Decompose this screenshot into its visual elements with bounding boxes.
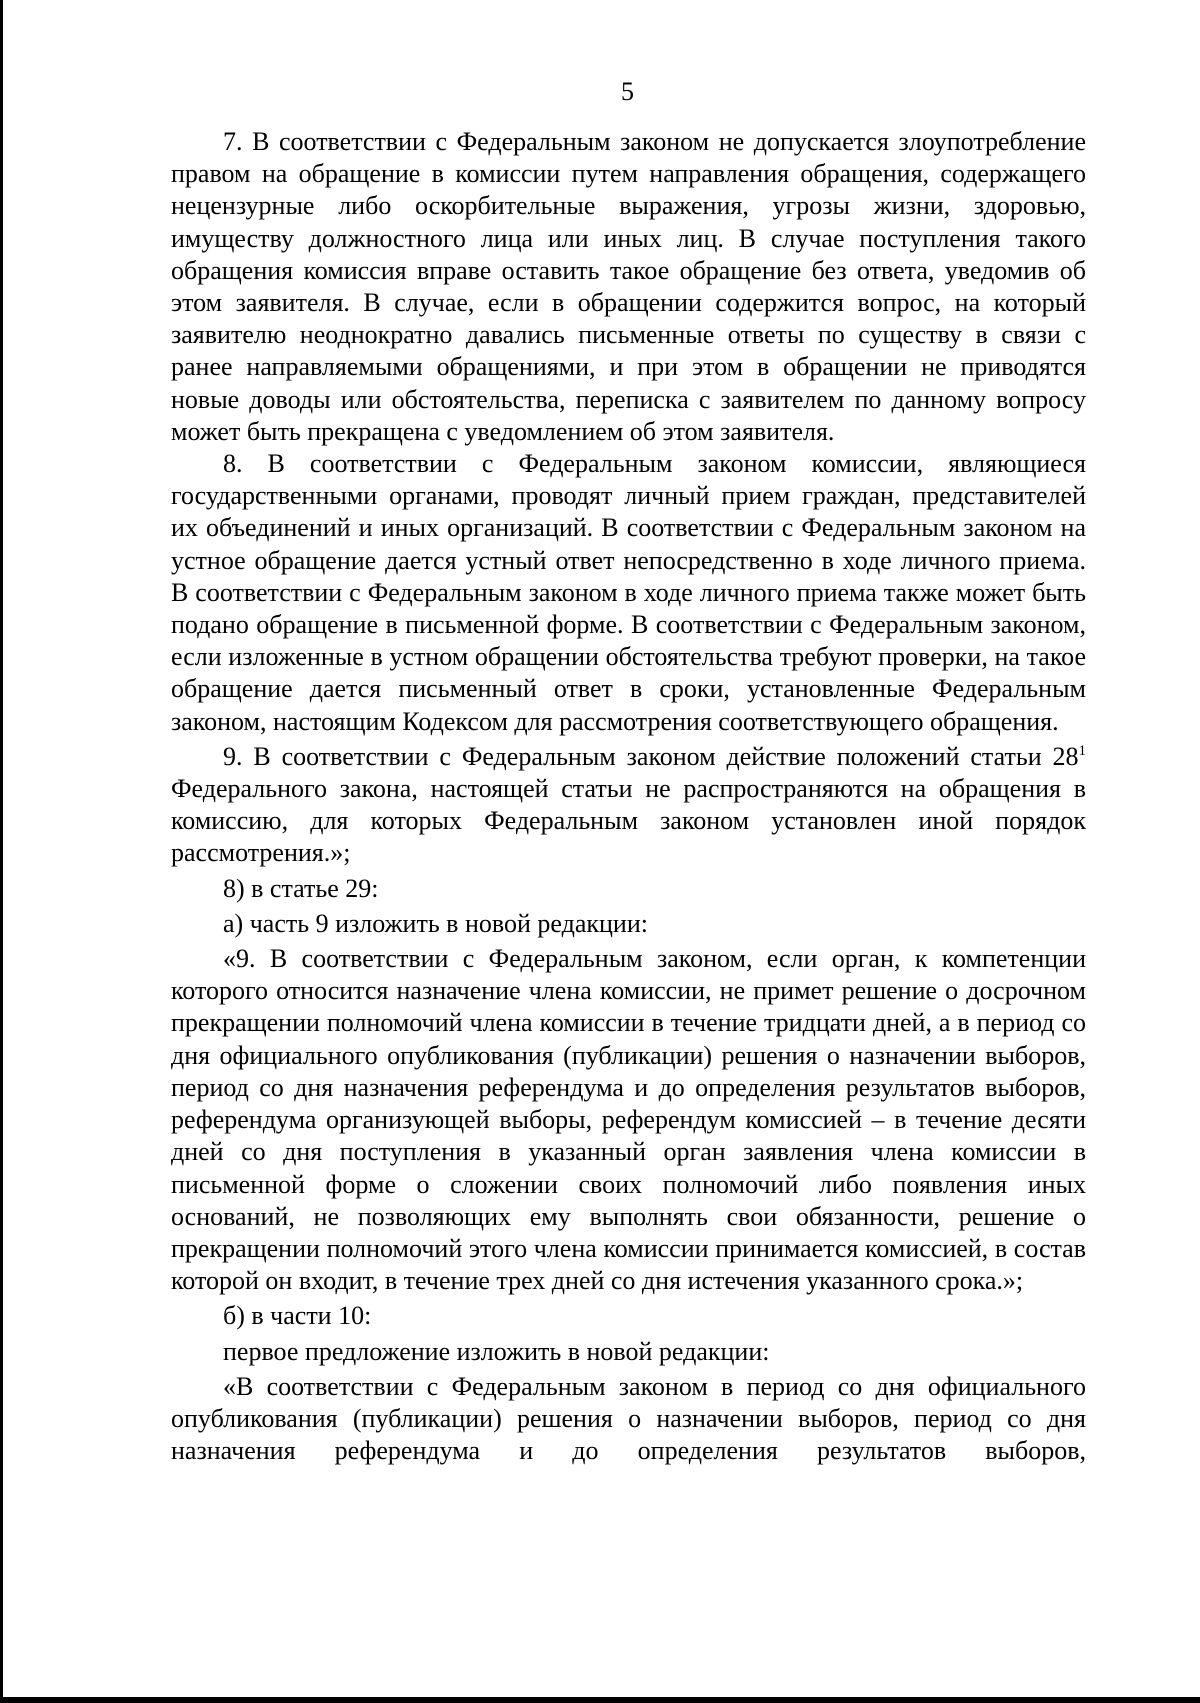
document-body bbox=[171, 126, 1086, 1467]
item-b-heading: б) в части 10: bbox=[223, 1301, 372, 1331]
first-sentence-heading: первое предложение изложить в новой редакции: bbox=[223, 1336, 770, 1366]
item-8-heading: 8) в статье 29: bbox=[223, 873, 379, 903]
paragraph-9-text-start: 9. В соответствии с Федеральным законом действие положений статьи 28 bbox=[223, 741, 1079, 771]
paragraph-7: 7. В соответствии с Федеральным законом не допускается злоупотребление правом на обращение в комиссии путем направления обращения, содержащего нецензурные либо оскорбительные выражения, угрозы жизни, здоровью, имуществу должностного лица или иных лиц. В случае поступления такого обращения комиссия вправе оставить такое обращение без ответа, уведомив об этом заявителя. В случае, если в обращении содержится вопрос, на который заявителю неоднократно давались письменные ответы по существу в связи с ранее направляемыми обращениями, и при этом в обращении не приводятся новые доводы или обстоятельства, переписка с заявителем по данному вопросу может быть прекращена с уведомлением об этом заявителя. bbox=[171, 127, 1086, 446]
paragraph-9 bbox=[171, 741, 1086, 870]
page-number: 5 bbox=[621, 77, 634, 106]
paragraph-8: 8. В соответствии с Федеральным законом комиссии, являющиеся государственными органами, проводят личный прием граждан, представителей их объединений и иных организаций. В соответствии с Федеральным законом на устное обращение дается устный ответ непосредственно в ходе личного приема. В соответствии с Федеральным законом в ходе личного приема также может быть подано обращение в письменной форме. В соответствии с Федеральным законом, если изложенные в устном обращении обстоятельства требуют проверки, на такое обращение дается письменный ответ в сроки, установленные Федеральным законом, настоящим Кодексом для рассмотрения соответствующего обращения. bbox=[171, 449, 1086, 736]
scan-bottom-edge bbox=[0, 1697, 1200, 1703]
scan-left-edge bbox=[0, 0, 3, 1703]
item-a-heading: а) часть 9 изложить в новой редакции: bbox=[223, 908, 648, 938]
quoted-part-10: «В соответствии с Федеральным законом в период со дня официального опубликования (публикации) решения о назначении выборов, период со дня назначения референдума и до определения результатов выборов, bbox=[171, 1371, 1086, 1466]
quoted-part-9: «9. В соответствии с Федеральным законом, если орган, к компетенции которого относится назначение члена комиссии, не примет решение о досрочном прекращении полномочий члена комиссии в течение тридцати дней, а в период со дня официального опубликования (публикации) решения о назначении выборов, период со дня назначения референдума и до определения результатов выборов, референдума организующей выборы, референдум комиссией – в течение десяти дней со дня поступления в указанный орган заявления члена комиссии в письменной форме о сложении своих полномочий либо появления иных оснований, не позволяющих ему выполнять свои обязанности, решение о прекращении полномочий этого члена комиссии принимается комиссией, в состав которой он входит, в течение трех дней со дня истечения указанного срока.»; bbox=[171, 944, 1086, 1296]
paragraph-9-text-end: Федерального закона, настоящей статьи не распространяются на обращения в комиссию, для которых Федеральным законом установлен иной порядок рассмотрения.»; bbox=[171, 774, 1086, 868]
footnote-superscript: 1 bbox=[1078, 742, 1086, 759]
